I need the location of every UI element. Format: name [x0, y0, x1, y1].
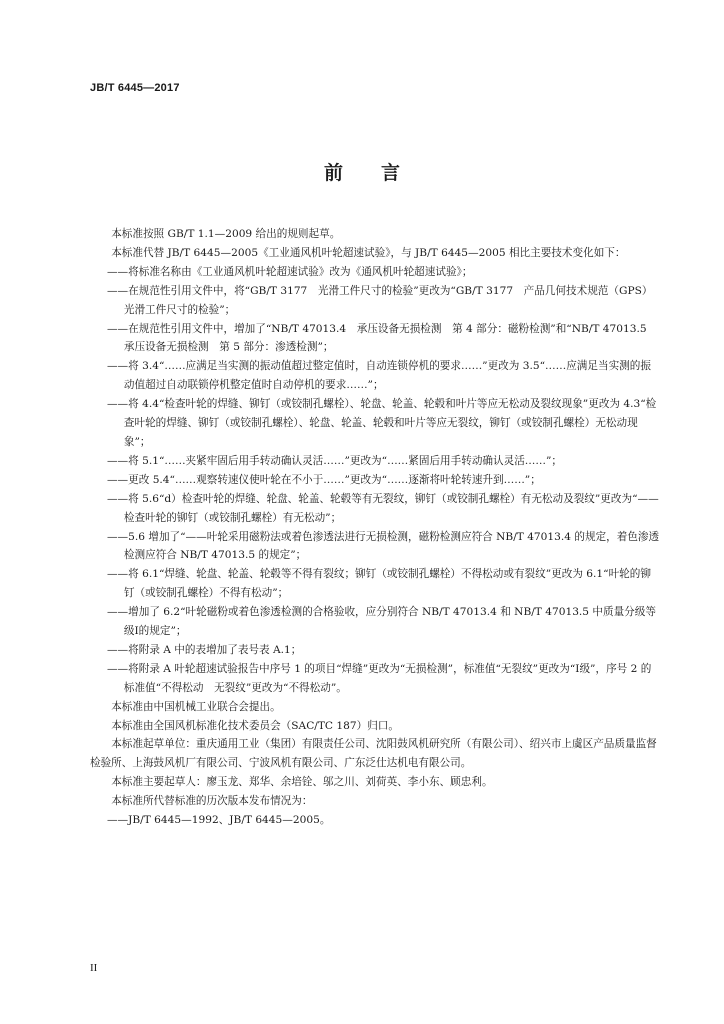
list-item: ——将附录 A 中的表增加了表号表 A.1； [106, 643, 302, 656]
list-item: ——将标准名称由《工业通风机叶轮超速试验》改为《通风机叶轮超速试验》； [106, 265, 473, 278]
paragraph-drafters: 本标准主要起草人：廖玉龙、郑华、余培铨、邬之川、刘荷英、李小东、顾忠利。 [111, 776, 493, 789]
list-item: ——将 5.1“……夹紧牢固后用手转动确认灵活……”更改为“……紧固后用手转动确认灵活……”； [106, 454, 562, 467]
list-item: ——将 4.4“检查叶轮的焊缝、铆钉（或铰制孔螺栓）、轮盘、轮盖、轮毂和叶片等应无松动及裂纹现象”更改为 4.3“检查叶轮的焊缝、铆钉（或铰制孔螺栓）、轮盘、轮盖、轮毂和叶片等应无裂纹，铆钉（或铰制孔螺栓）无松动现象”； [106, 398, 657, 448]
paragraph-drafting-units: 本标准起草单位：重庆通用工业（集团）有限责任公司、沈阳鼓风机研究所（有限公司）、绍兴市上虞区产品质量监督检验所、上海鼓风机厂有限公司、宁波风机有限公司、广东泛仕达机电有限公司。 [90, 738, 657, 770]
list-item: ——JB/T 6445—1992、JB/T 6445—2005。 [106, 814, 331, 827]
foreword-body [90, 225, 660, 830]
list-item: ——5.6 增加了“——叶轮采用磁粉法或着色渗透法进行无损检测，磁粉检测应符合 NB/T 47013.4 的规定，着色渗透检测应符合 NB/T 47013.5 的规定”； [106, 530, 660, 562]
standard-number-header: JB/T 6445—2017 [90, 82, 180, 94]
paragraph-history-intro: 本标准所代替标准的历次版本发布情况为： [111, 795, 313, 808]
paragraph-proposer: 本标准由中国机械工业联合会提出。 [111, 700, 281, 713]
changes-list [90, 263, 660, 698]
page-title: 前言 [323, 162, 438, 184]
list-item: ——将 6.1“焊缝、轮盘、轮盖、轮毂等不得有裂纹；铆钉（或铰制孔螺栓）不得松动或有裂纹”更改为 6.1“叶轮的铆钉（或铰制孔螺栓）不得有松动”； [106, 568, 651, 600]
list-item: ——增加了 6.2“叶轮磁粉或着色渗透检测的合格验收，应分别符合 NB/T 47013.4 和 NB/T 47013.5 中质量分级等级Ⅰ的规定”； [106, 606, 656, 638]
paragraph-replacement-intro: 本标准代替 JB/T 6445—2005《工业通风机叶轮超速试验》，与 JB/T 6445—2005 相比主要技术变化如下： [111, 246, 626, 259]
history-list [90, 811, 660, 830]
list-item: ——在规范性引用文件中，增加了“NB/T 47013.4 承压设备无损检测 第 4 部分：磁粉检测”和“NB/T 47013.5 承压设备无损检测 第 5 部分：渗透检测”； [106, 322, 658, 354]
list-item: ——在规范性引用文件中，将“GB/T 3177 光滑工件尺寸的检验”更改为“GB/T 3177 产品几何技术规范（GPS） 光滑工件尺寸的检验”； [106, 284, 658, 316]
list-item: ——将附录 A 叶轮超速试验报告中序号 1 的项目“焊缝”更改为“无损检测”，标准值“无裂纹”更改为“Ⅰ级”，序号 2 的标准值“不得松动 无裂纹”更改为“不得松动”。 [106, 662, 652, 694]
list-item: ——将 5.6“d）检查叶轮的焊缝、轮盘、轮盖、轮毂等有无裂纹，铆钉（或铰制孔螺栓）有无松动及裂纹”更改为“——检查叶轮的铆钉（或铰制孔螺栓）有无松动”； [106, 492, 659, 524]
paragraph-administrator: 本标准由全国风机标准化技术委员会（SAC/TC 187）归口。 [111, 719, 399, 732]
list-item: ——更改 5.4“……观察转速仪使叶轮在不小于……”更改为“……逐渐将叶轮转速升到……”； [106, 473, 541, 486]
paragraph-drafting-rules: 本标准按照 GB/T 1.1—2009 给出的规则起草。 [111, 228, 341, 240]
list-item: ——将 3.4“……应满足当实测的振动值超过整定值时，自动连锁停机的要求……”更改为 3.5“……应满足当实测的振动值超过自动联锁停机整定值时自动停机的要求……”； [106, 360, 651, 392]
page-number: II [90, 962, 98, 974]
